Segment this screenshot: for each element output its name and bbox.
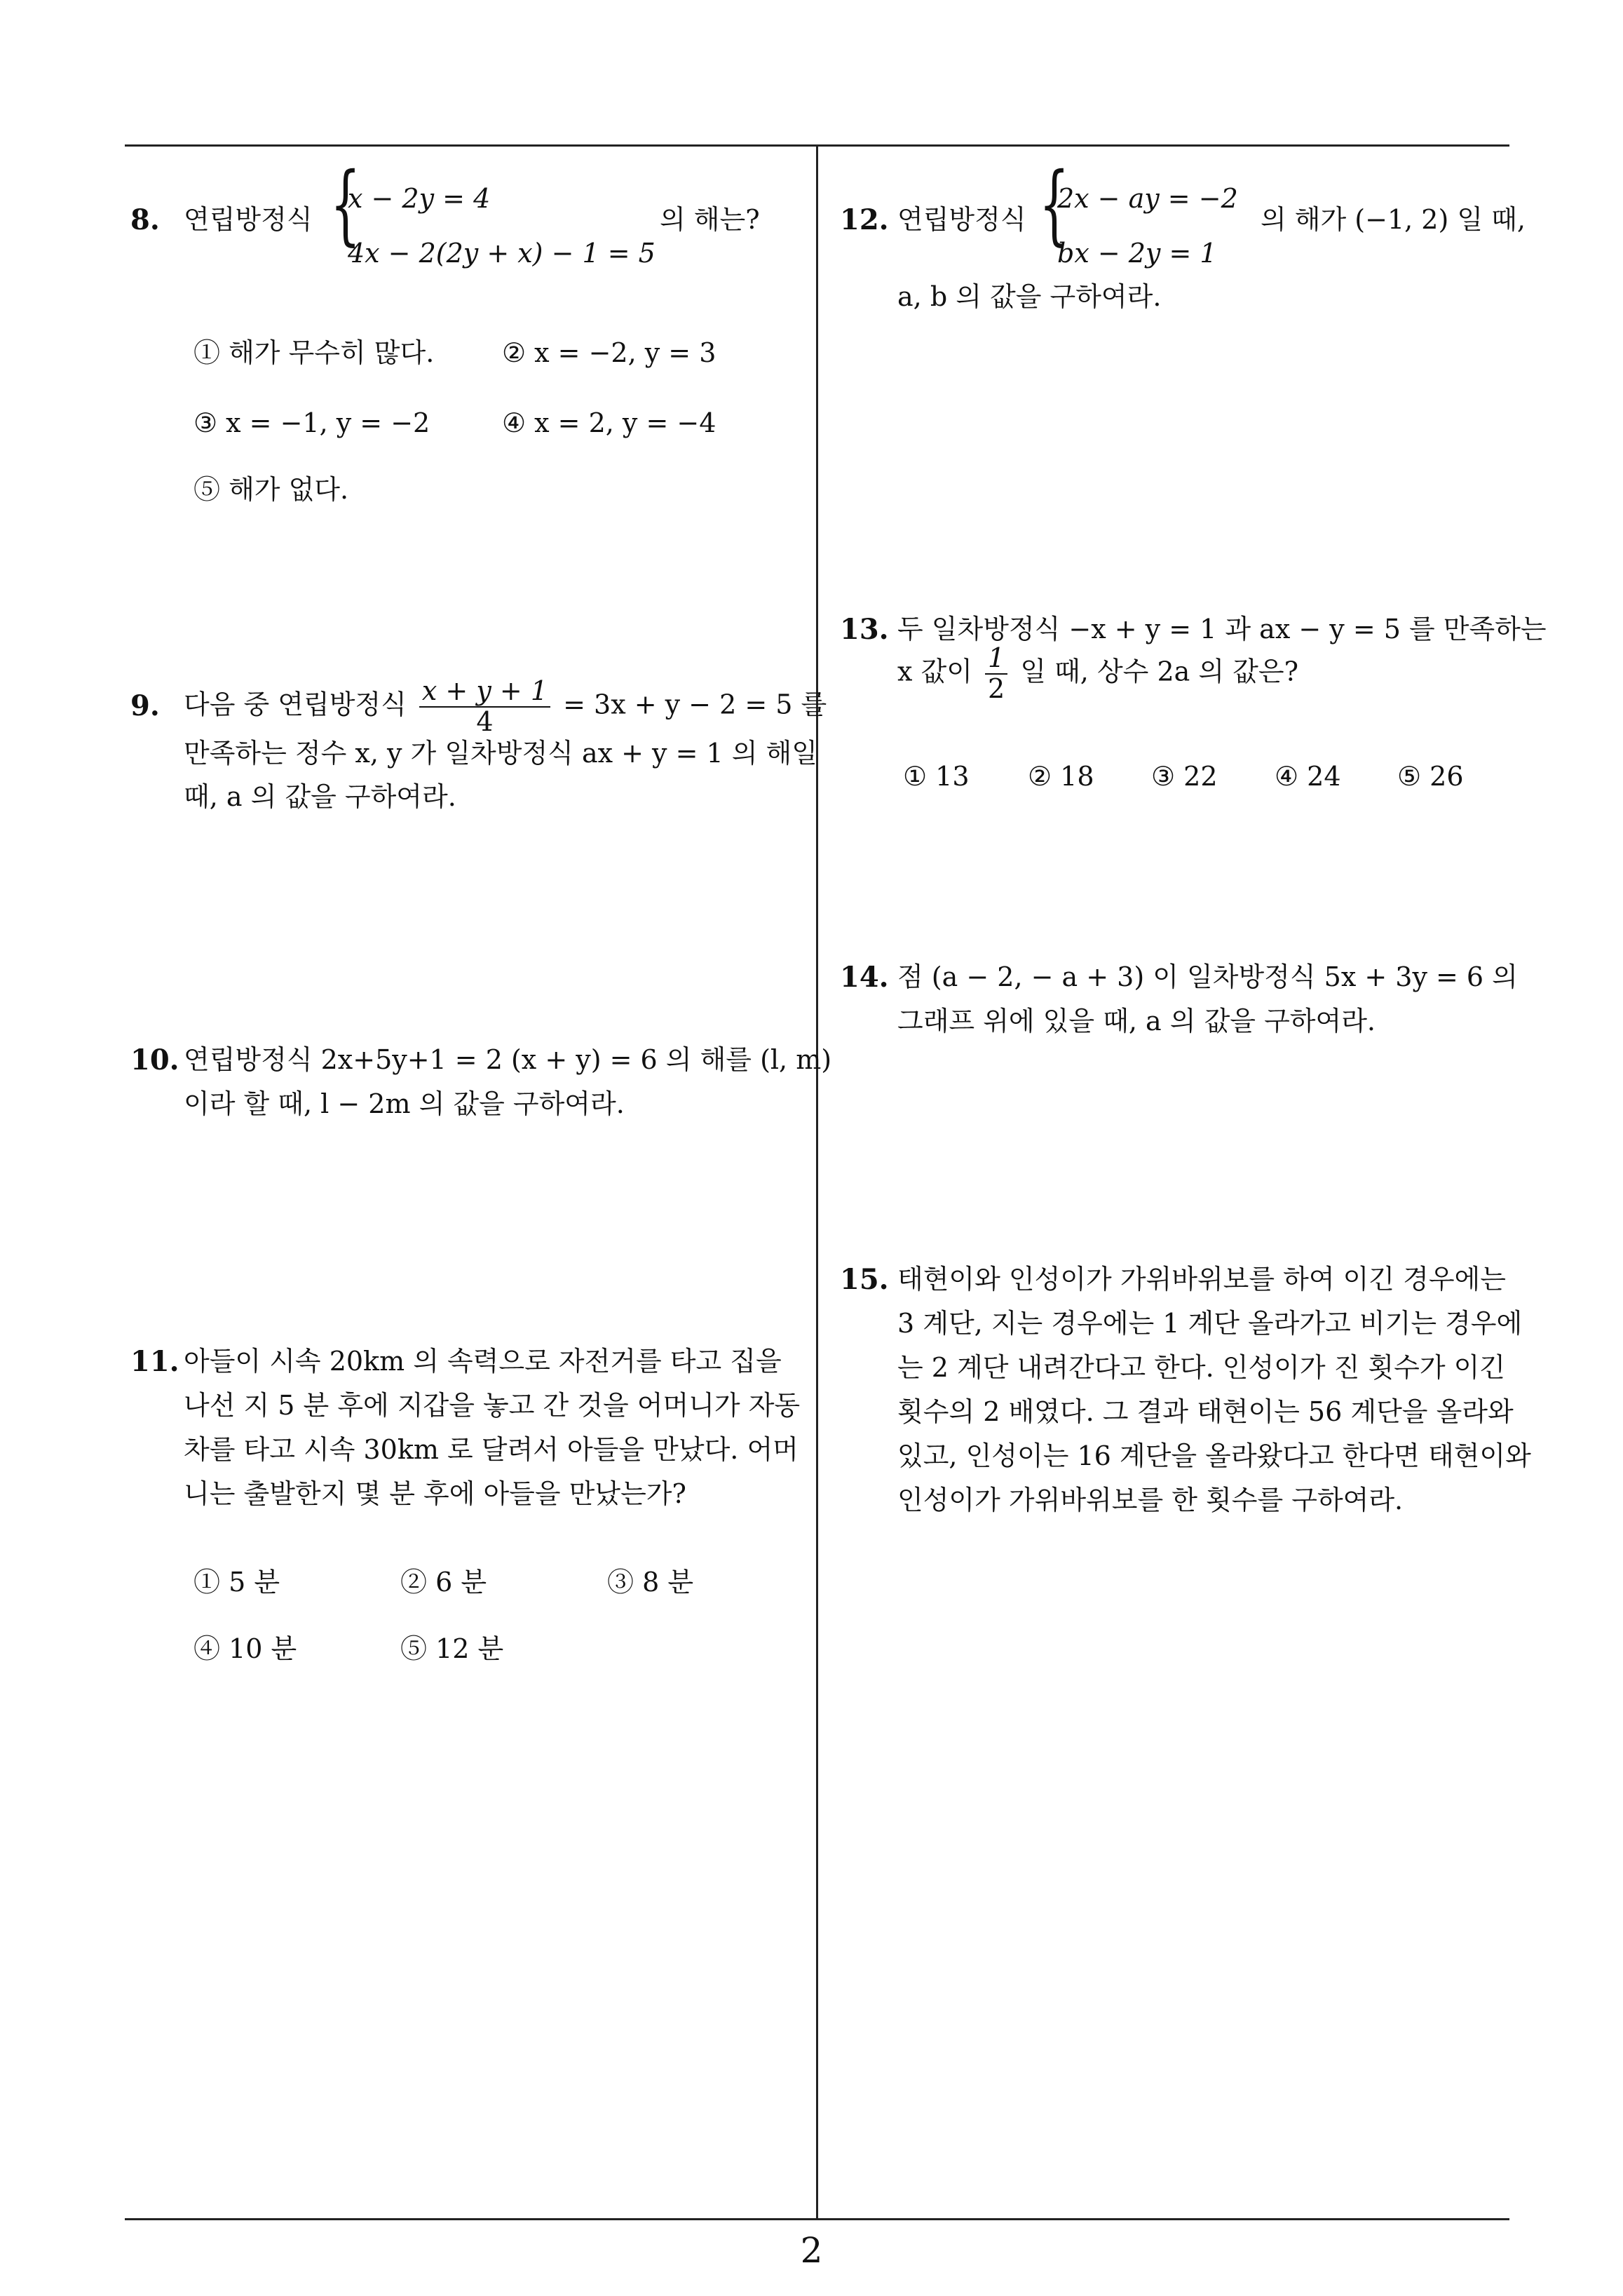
problem-11 <box>130 1339 803 1676</box>
system-equation-2: 4x − 2(2y + x) − 1 = 5 <box>348 238 656 269</box>
page-number: 2 <box>800 2230 823 2271</box>
problem-line-3: 때, a 의 값을 구하여라. <box>184 781 456 812</box>
problem-line-6: 인성이가 가위바위보를 한 횟수를 구하여라. <box>897 1485 1404 1515</box>
problem-line-2 <box>897 644 1298 704</box>
problem-stem: 연립방정식 <box>897 204 1026 235</box>
choice-4[interactable]: ④ 24 <box>1275 761 1341 792</box>
problem-stem: x 값이 <box>897 656 972 687</box>
problem-line-1: 아들이 시속 20km 의 속력으로 자전거를 타고 집을 <box>184 1346 782 1377</box>
problem-line-5: 있고, 인성이는 16 계단을 올라왔다고 한다면 태현이와 <box>897 1440 1531 1471</box>
problem-stem-tail: 일 때, 상수 2a 의 값은? <box>1020 656 1298 687</box>
choice-3[interactable]: ③ x = −1, y = −2 <box>193 407 430 438</box>
fraction-denominator: 4 <box>476 705 494 737</box>
problem-number: 9. <box>130 689 160 722</box>
system-equation-1: x − 2y = 4 <box>348 183 491 214</box>
problem-stem: 연립방정식 <box>184 204 313 235</box>
system-brace: { <box>330 154 361 255</box>
system-brace: { <box>1039 154 1070 255</box>
problem-line-4: 횟수의 2 배였다. 그 결과 태현이는 56 계단을 올라와 <box>897 1396 1514 1427</box>
choice-5[interactable]: ⑤ 해가 없다. <box>193 474 349 505</box>
fraction <box>985 644 1007 704</box>
problem-number: 15. <box>840 1263 889 1296</box>
choice-4[interactable]: ④ x = 2, y = −4 <box>502 407 717 438</box>
problem-line-1: 태현이와 인성이가 가위바위보를 하여 이긴 경우에는 <box>897 1264 1506 1295</box>
problem-line-3: 차를 타고 시속 30km 로 달려서 아들을 만났다. 어머 <box>184 1434 799 1465</box>
problem-number: 13. <box>840 613 889 646</box>
problem-line-1 <box>184 677 827 737</box>
choice-1[interactable]: ① 13 <box>903 761 970 792</box>
problem-12 <box>840 154 1526 317</box>
system-equation-2: bx − 2y = 1 <box>1057 238 1217 269</box>
problem-line-3: 는 2 계단 내려간다고 한다. 인성이가 진 횟수가 이긴 <box>897 1352 1506 1383</box>
problem-stem-tail: 의 해는? <box>660 204 760 235</box>
choice-3[interactable]: ③ 22 <box>1151 761 1218 792</box>
fraction-numerator: x + y + 1 <box>419 677 550 708</box>
problem-line-4: 니는 출발한지 몇 분 후에 아들을 만났는가? <box>184 1478 686 1509</box>
choice-1[interactable]: ① 5 분 <box>193 1567 280 1598</box>
choice-2[interactable]: ② 18 <box>1028 761 1094 792</box>
problem-number: 14. <box>840 961 889 994</box>
problem-number: 12. <box>840 203 889 236</box>
problem-line-2: 3 계단, 지는 경우에는 1 계단 올라가고 비기는 경우에 <box>897 1308 1523 1339</box>
problem-line-1: 두 일차방정식 −x + y = 1 과 ax − y = 5 를 만족하는 <box>897 614 1547 644</box>
system-equation-1: 2x − ay = −2 <box>1057 183 1238 214</box>
choice-3[interactable]: ③ 8 분 <box>607 1567 694 1598</box>
problem-number: 8. <box>130 203 160 236</box>
fraction-denominator: 2 <box>988 673 1005 704</box>
problem-10 <box>130 1038 832 1136</box>
problem-15 <box>840 1257 1531 1538</box>
problem-line-1: 연립방정식 2x+5y+1 = 2 (x + y) = 6 의 해를 (l, m) <box>184 1044 832 1075</box>
column-divider <box>816 144 818 2220</box>
problem-line-2: 이라 할 때, l − 2m 의 값을 구하여라. <box>184 1088 625 1119</box>
problem-line-1: 점 (a − 2, − a + 3) 이 일차방정식 5x + 3y = 6 의 <box>897 961 1518 992</box>
problem-stem: 다음 중 연립방정식 <box>184 689 407 720</box>
choice-5[interactable]: ⑤ 26 <box>1397 761 1464 792</box>
problem-13 <box>840 607 1547 804</box>
problem-14 <box>840 955 1520 1053</box>
problem-line-2: 만족하는 정수 x, y 가 일차방정식 ax + y = 1 의 해일 <box>184 738 817 769</box>
problem-stem-tail: 의 해가 (−1, 2) 일 때, <box>1261 204 1526 235</box>
bottom-rule <box>125 2218 1509 2220</box>
problem-number: 10. <box>130 1044 179 1076</box>
problem-stem-tail: = 3x + y − 2 = 5 를 <box>563 689 827 720</box>
choice-1[interactable]: ① 해가 무수히 많다. <box>193 337 435 368</box>
problem-9 <box>130 675 827 838</box>
choice-5[interactable]: ⑤ 12 분 <box>400 1633 504 1664</box>
fraction <box>419 677 550 737</box>
problem-line-2: 나선 지 5 분 후에 지갑을 놓고 간 것을 어머니가 자동 <box>184 1390 801 1421</box>
problem-line-2: 그래프 위에 있을 때, a 의 값을 구하여라. <box>897 1006 1376 1036</box>
problem-number: 11. <box>130 1345 179 1378</box>
problem-8 <box>130 154 796 527</box>
problem-line-2: a, b 의 값을 구하여라. <box>897 281 1162 312</box>
choice-4[interactable]: ④ 10 분 <box>193 1633 297 1664</box>
choice-2[interactable]: ② 6 분 <box>400 1567 487 1598</box>
fraction-numerator: 1 <box>985 644 1007 675</box>
choice-2[interactable]: ② x = −2, y = 3 <box>502 337 717 368</box>
